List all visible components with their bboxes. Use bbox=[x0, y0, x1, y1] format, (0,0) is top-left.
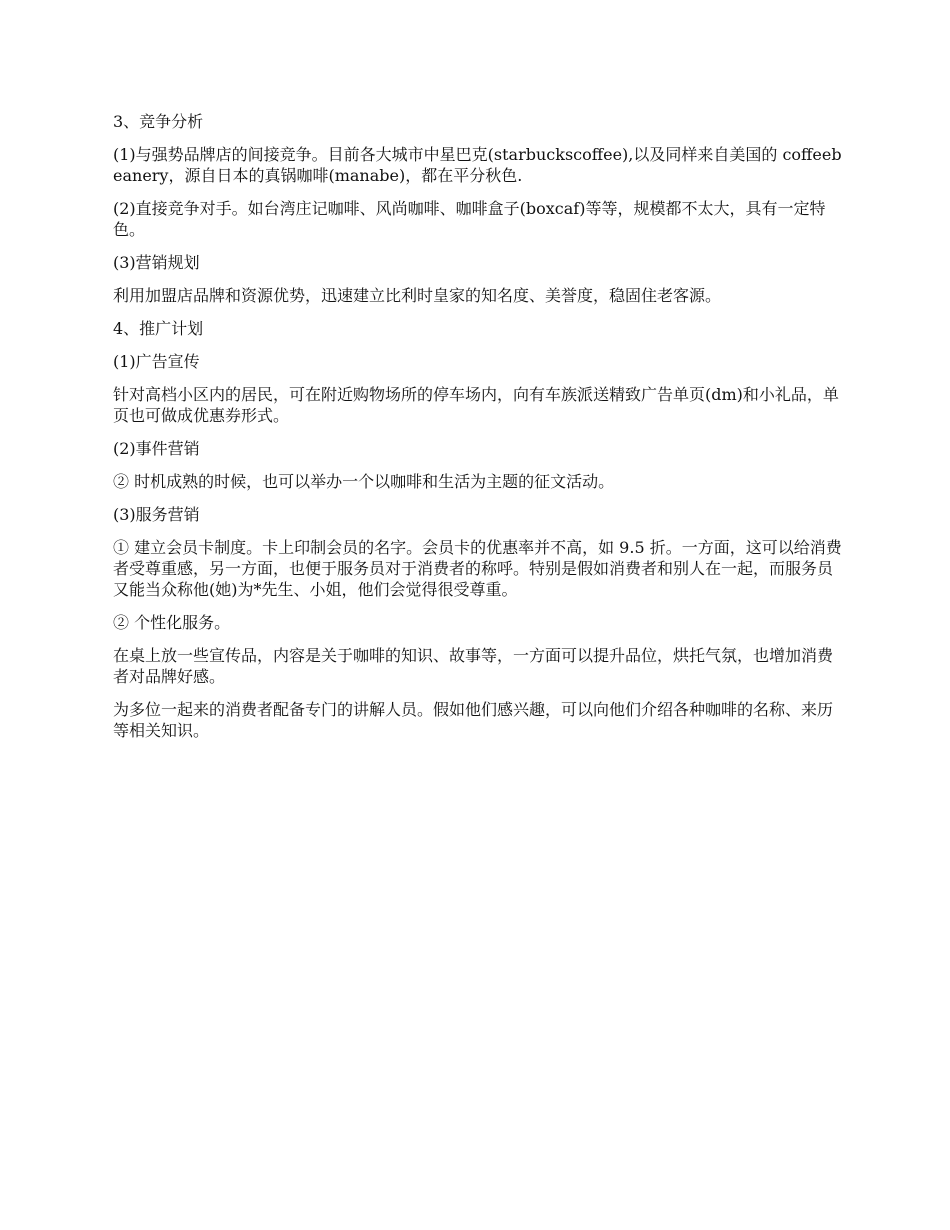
paragraph-indirect-competition: (1)与强势品牌店的间接竞争。目前各大城市中星巴克(starbuckscoffee),以及同样来自美国的 coffeebeanery，源自日本的真锅咖啡(manabe)，都在平分秋色. bbox=[113, 145, 842, 185]
section-heading-promotion: 4、推广计划 bbox=[113, 319, 204, 338]
subheading-event-marketing: (2)事件营销 bbox=[113, 439, 200, 458]
paragraph-membership-card: ① 建立会员卡制度。卡上印制会员的名字。会员卡的优惠率并不高，如 9.5 折。一方面，这可以给消费者受尊重感，另一方面，也便于服务员对于消费者的称呼。特别是假如消费者和别人在一起，而服务员又能当众称他(她)为*先生、小姐，他们会觉得很受尊重。 bbox=[113, 538, 842, 599]
paragraph-direct-competition: (2)直接竞争对手。如台湾庄记咖啡、风尚咖啡、咖啡盒子(boxcaf)等等，规模都不太大，具有一定特色。 bbox=[113, 199, 826, 239]
document-page bbox=[113, 111, 843, 753]
section-heading-competition: 3、竞争分析 bbox=[113, 112, 204, 131]
paragraph-table-materials: 在桌上放一些宣传品，内容是关于咖啡的知识、故事等，一方面可以提升品位，烘托气氛，也增加消费者对品牌好感。 bbox=[113, 646, 834, 686]
subheading-advertising: (1)广告宣传 bbox=[113, 352, 200, 371]
subheading-service-marketing: (3)服务营销 bbox=[113, 505, 200, 524]
paragraph-event-marketing: ② 时机成熟的时候，也可以举办一个以咖啡和生活为主题的征文活动。 bbox=[113, 472, 615, 491]
paragraph-personalized-service: ② 个性化服务。 bbox=[113, 613, 231, 632]
paragraph-marketing-plan: 利用加盟店品牌和资源优势，迅速建立比利时皇家的知名度、美誉度，稳固住老客源。 bbox=[113, 286, 722, 305]
paragraph-advertising: 针对高档小区内的居民，可在附近购物场所的停车场内，向有车族派送精致广告单页(dm)和小礼品，单页也可做成优惠券形式。 bbox=[113, 385, 839, 425]
subheading-marketing-plan: (3)营销规划 bbox=[113, 253, 200, 272]
paragraph-dedicated-staff: 为多位一起来的消费者配备专门的讲解人员。假如他们感兴趣，可以向他们介绍各种咖啡的名称、来历等相关知识。 bbox=[113, 700, 834, 740]
